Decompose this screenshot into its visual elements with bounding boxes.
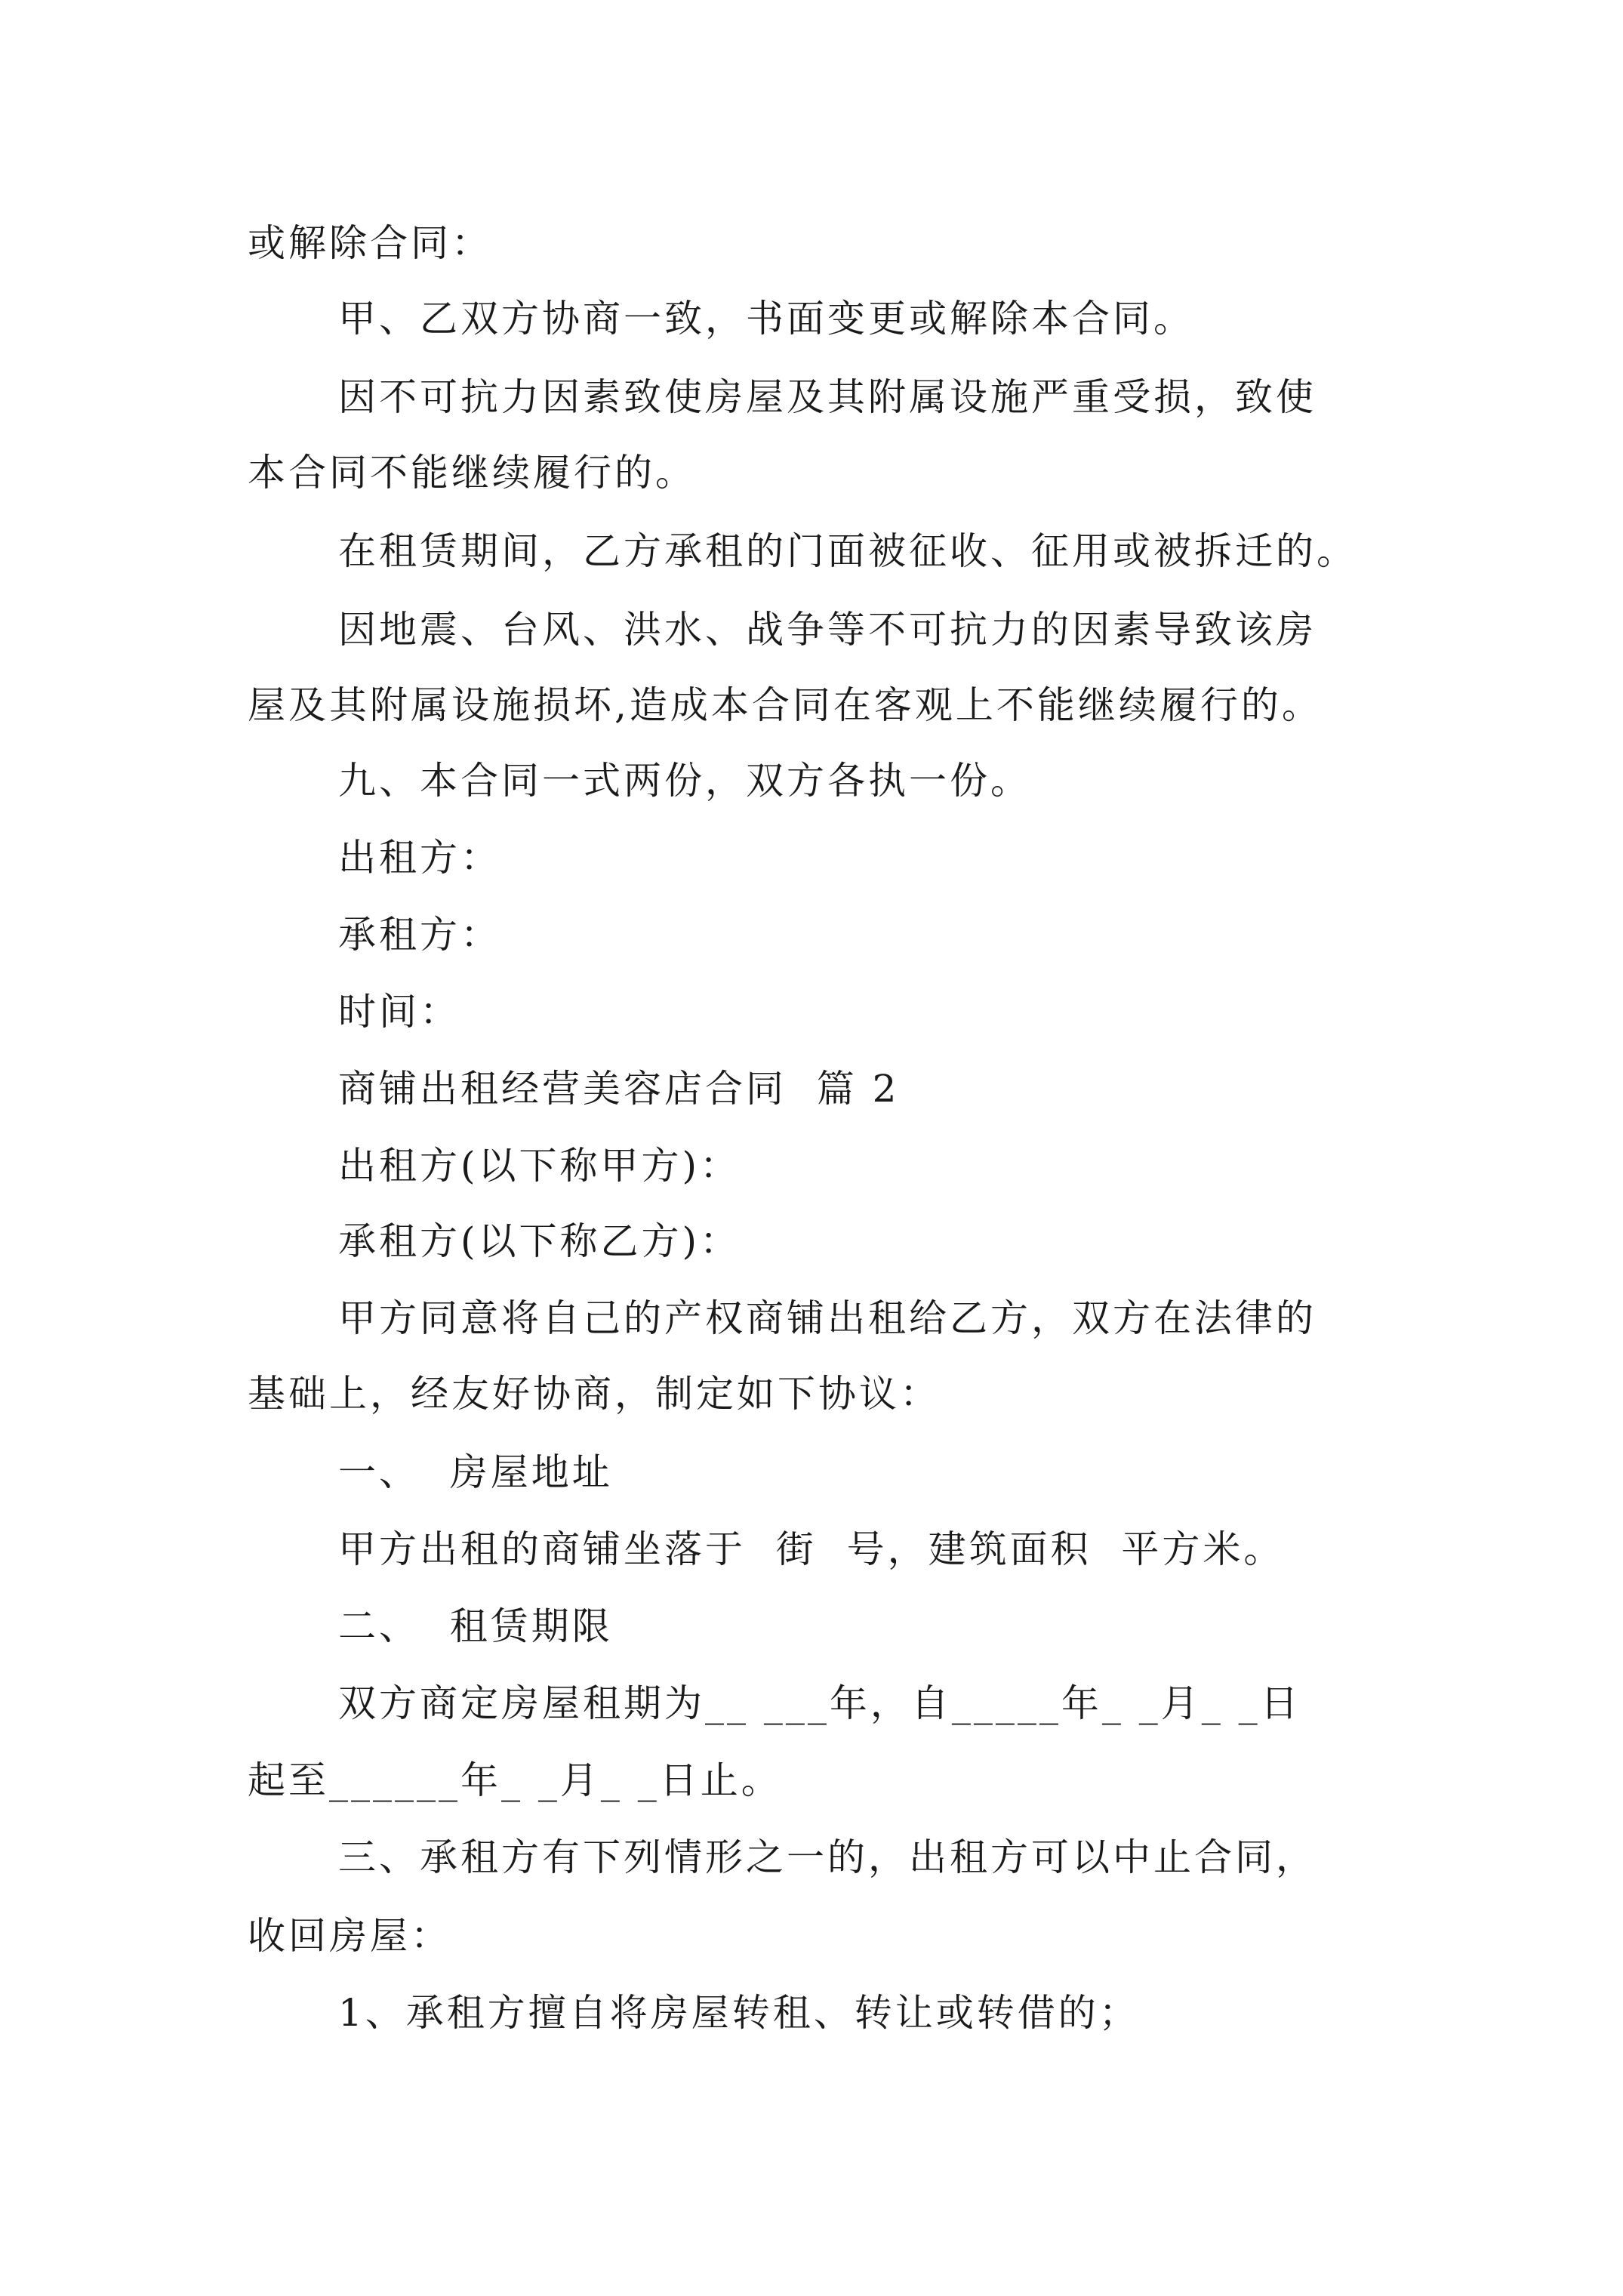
text-line: 甲方同意将自己的产权商铺出租给乙方，双方在法律的: [338, 1296, 1317, 1340]
text-line: 收回房屋：: [248, 1914, 451, 1958]
text-line: 甲方出租的商铺坐落于 街 号，建筑面积 平方米。: [338, 1527, 1285, 1571]
clause-heading: 一、 房屋地址: [338, 1450, 613, 1494]
signature-label-date: 时间：: [338, 990, 460, 1034]
text-line: 出租方(以下称甲方)：: [338, 1144, 741, 1188]
text-line: 承租方(以下称乙方)：: [338, 1219, 741, 1263]
text-line: 因地震、台风、洪水、战争等不可抗力的因素导致该房: [338, 608, 1317, 652]
text-line: 1、承租方擅自将房屋转租、转让或转借的；: [338, 1991, 1140, 2035]
signature-label-lessee: 承租方：: [338, 913, 501, 957]
section-title: 商铺出租经营美容店合同 篇 2: [338, 1067, 900, 1111]
text-line: 基础上，经友好协商，制定如下协议：: [248, 1372, 941, 1416]
text-line: 九、本合同一式两份，双方各执一份。: [338, 759, 1031, 803]
text-line: 屋及其附属设施损坏,造成本合同在客观上不能继续履行的。: [248, 683, 1323, 727]
text-line: 三、承租方有下列情形之一的，出租方可以中止合同，: [338, 1835, 1317, 1879]
text-line: 在租赁期间，乙方承租的门面被征收、征用或被拆迁的。: [338, 529, 1357, 573]
text-line: 双方商定房屋租期为__ ___年，自_____年_ _月_ _日: [338, 1681, 1301, 1725]
clause-heading: 二、 租赁期限: [338, 1604, 613, 1648]
text-line: 因不可抗力因素致使房屋及其附属设施严重受损，致使: [338, 375, 1317, 419]
text-line: 甲、乙双方协商一致，书面变更或解除本合同。: [338, 297, 1194, 341]
text-line: 或解除合同：: [248, 221, 492, 265]
text-line: 起至______年_ _月_ _日止。: [248, 1758, 782, 1802]
signature-label-lessor: 出租方：: [338, 836, 501, 880]
text-line: 本合同不能继续履行的。: [248, 451, 696, 495]
